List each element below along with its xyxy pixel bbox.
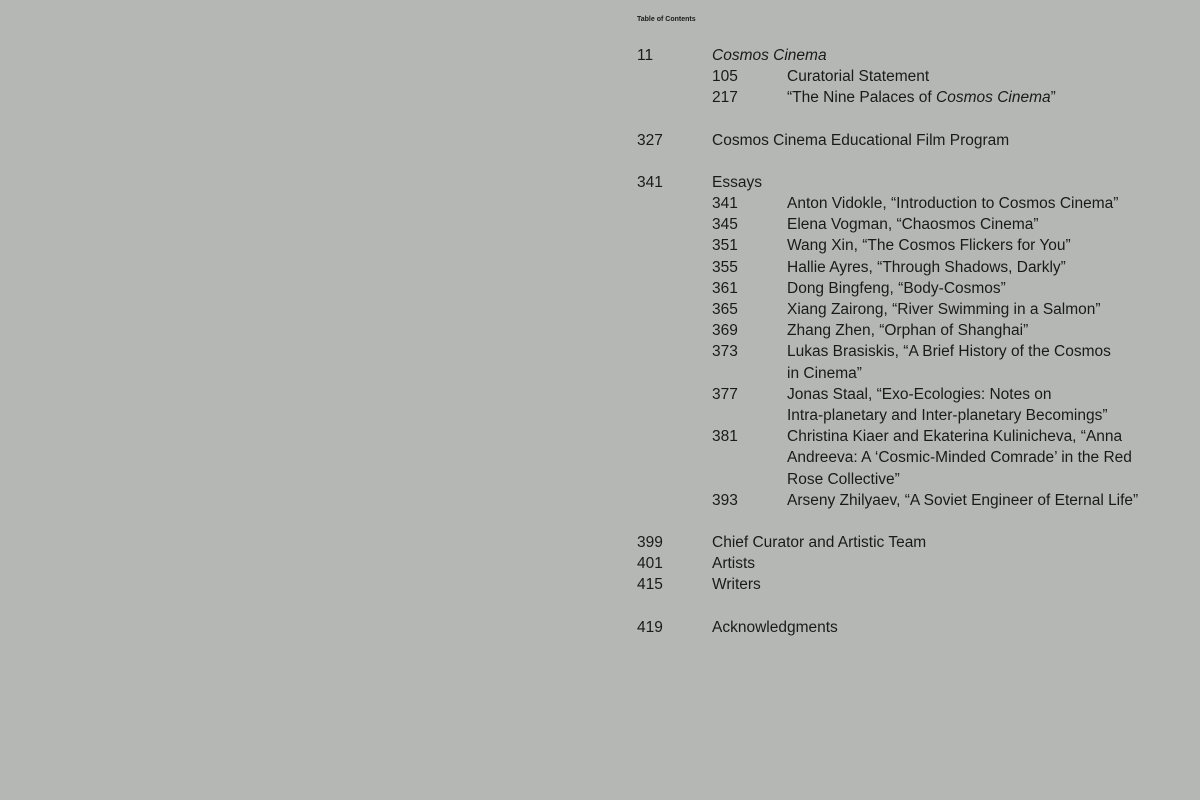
entry-title: Cosmos Cinema	[712, 47, 827, 64]
entry-title: Xiang Zairong, “River Swimming in a Salmon”	[787, 301, 1101, 319]
toc-entry-cosmos-cinema[interactable]	[637, 45, 1177, 66]
title-part: “The Nine Palaces of	[787, 89, 937, 107]
toc-entry-acknowledgments[interactable]	[637, 617, 1177, 638]
entry-title: Hallie Ayres, “Through Shadows, Darkly”	[787, 258, 1066, 276]
toc-subentry-nine-palaces[interactable]	[637, 87, 1177, 108]
toc-subentry-essay[interactable]	[637, 214, 1177, 235]
page-number: 401	[637, 555, 663, 573]
page-number: 381	[712, 428, 738, 446]
title-line: Rose Collective”	[787, 470, 900, 488]
entry-title	[787, 341, 1177, 383]
toc-subentry-essay[interactable]	[637, 257, 1177, 278]
page-number: 373	[712, 343, 738, 361]
title-line: Intra-planetary and Inter-planetary Becomings”	[787, 407, 1108, 425]
toc-entries	[637, 45, 1177, 638]
page-number: 369	[712, 322, 738, 340]
title-part: ”	[1050, 89, 1056, 107]
entry-title	[787, 87, 1177, 108]
title-line: Jonas Staal, “Exo-Ecologies: Notes on	[787, 385, 1052, 403]
page-number: 361	[712, 279, 738, 297]
page-number: 415	[637, 576, 663, 594]
entry-title: Arseny Zhilyaev, “A Soviet Engineer of Eternal Life”	[787, 491, 1139, 509]
entry-title: Anton Vidokle, “Introduction to Cosmos Cinema”	[787, 195, 1119, 213]
entry-title: Zhang Zhen, “Orphan of Shanghai”	[787, 322, 1029, 340]
entry-title: Elena Vogman, “Chaosmos Cinema”	[787, 216, 1039, 234]
toc-entry-essays[interactable]	[637, 172, 1177, 193]
toc-entry-chief-curator[interactable]	[637, 532, 1177, 553]
page-number: 217	[712, 89, 738, 107]
page-number: 351	[712, 237, 738, 255]
toc-subentry-essay[interactable]	[637, 384, 1177, 426]
toc-subentry-essay[interactable]	[637, 426, 1177, 490]
title-line: Andreeva: A ‘Cosmic-Minded Comrade’ in the Red	[787, 449, 1132, 467]
page-number: 327	[637, 131, 663, 149]
page-number: 419	[637, 618, 663, 636]
title-line: Lukas Brasiskis, “A Brief History of the Cosmos	[787, 343, 1111, 361]
toc-subentry-essay[interactable]	[637, 278, 1177, 299]
entry-title: Acknowledgments	[712, 618, 838, 636]
title-line: Christina Kiaer and Ekaterina Kulinicheva, “Anna	[787, 428, 1123, 446]
toc-heading: Table of Contents	[637, 16, 696, 23]
title-line: in Cinema”	[787, 364, 862, 382]
entry-title	[787, 384, 1177, 426]
entry-title: Writers	[712, 576, 761, 594]
page-number: 393	[712, 491, 738, 509]
toc-subentry-essay[interactable]	[637, 299, 1177, 320]
toc-entry-educational-film-program[interactable]	[637, 130, 1177, 151]
page-number: 399	[637, 534, 663, 552]
page-number: 105	[712, 68, 738, 86]
entry-title: Chief Curator and Artistic Team	[712, 534, 927, 552]
page-number: 377	[712, 385, 738, 403]
entry-title: Cosmos Cinema Educational Film Program	[712, 131, 1010, 149]
toc-subentry-curatorial-statement[interactable]	[637, 66, 1177, 87]
entry-title: Essays	[712, 173, 762, 191]
toc-subentry-essay[interactable]	[637, 235, 1177, 256]
toc-subentry-essay[interactable]	[637, 490, 1177, 511]
entry-title: Artists	[712, 555, 756, 573]
toc-subentry-essay[interactable]	[637, 320, 1177, 341]
title-italic-part: Cosmos Cinema	[936, 89, 1051, 107]
page-number: 341	[637, 173, 663, 191]
toc-entry-artists[interactable]	[637, 553, 1177, 574]
page-number: 11	[637, 47, 654, 64]
toc-subentry-essay[interactable]	[637, 193, 1177, 214]
entry-title: Dong Bingfeng, “Body-Cosmos”	[787, 279, 1006, 297]
entry-title	[787, 426, 1177, 490]
toc-subentry-essay[interactable]	[637, 341, 1177, 383]
entry-title: Curatorial Statement	[787, 68, 930, 86]
page-number: 345	[712, 216, 738, 234]
page-number: 365	[712, 301, 738, 319]
table-of-contents	[637, 14, 1177, 638]
toc-entry-writers[interactable]	[637, 574, 1177, 595]
page-number: 341	[712, 195, 738, 213]
page-number: 355	[712, 258, 738, 276]
entry-title: Wang Xin, “The Cosmos Flickers for You”	[787, 237, 1071, 255]
